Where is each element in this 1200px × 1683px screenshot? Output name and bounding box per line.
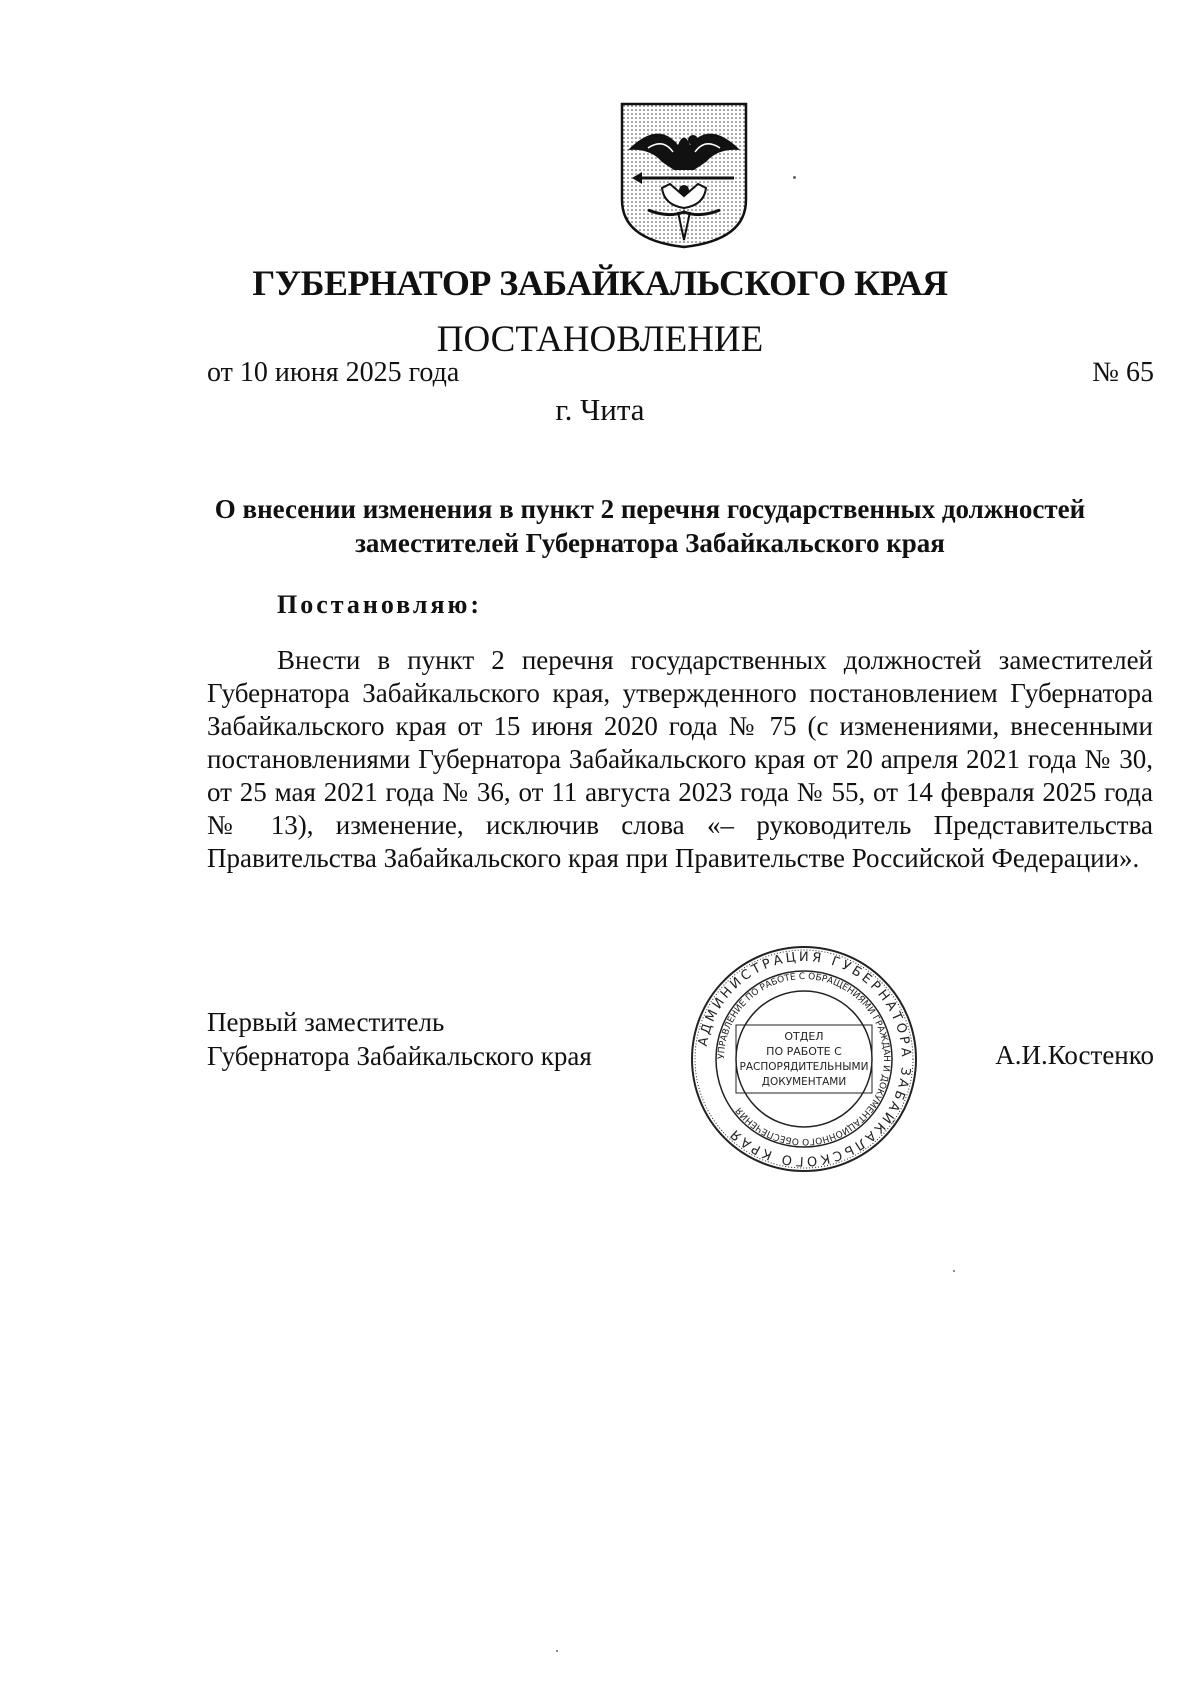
scan-speck — [793, 176, 796, 179]
signer-position-line: Губернатора Забайкальского края — [207, 1041, 592, 1071]
stamp-center-line: ДОКУМЕНТАМИ — [761, 1076, 847, 1088]
resolve-label: Постановляю: — [277, 590, 483, 619]
round-seal-icon — [688, 943, 920, 1175]
scan-speck — [953, 1270, 955, 1272]
stamp-outer-ring-text: АДМИНИСТРАЦИЯ ГУБЕРНАТОРА ЗАБАЙКАЛЬСКОГО КРАЯ — [695, 949, 914, 1169]
svg-text:УПРАВЛЕНИЕ ПО РАБОТЕ С ОБРАЩЕН — [717, 972, 891, 1146]
stamp-inner-ring-text: УПРАВЛЕНИЕ ПО РАБОТЕ С ОБРАЩЕНИЯМИ ГРАЖДАН И ДОКУМЕНТАЦИОННОГО ОБЕСПЕЧЕНИЯ — [716, 971, 892, 1147]
signer-position — [207, 1005, 592, 1073]
signer-name: А.И.Костенко — [995, 1040, 1154, 1070]
coat-of-arms-icon — [618, 100, 750, 250]
svg-text:АДМИНИСТРАЦИЯ ГУБЕРНАТОРА ЗАБА — [696, 950, 913, 1168]
document-subject — [150, 492, 1150, 560]
subject-line: О внесении изменения в пункт 2 перечня государственных должностей — [214, 494, 1086, 524]
scan-speck — [556, 1650, 558, 1652]
document-city: г. Чита — [555, 392, 645, 427]
body-paragraph: Внести в пункт 2 перечня государственных должностей заместителей Губернатора Забайкальского края, утвержденного постановлением Губернатора Забайкальского края от 15 июня 2020 года № 75 (с изменениями, внесенными постановлениями Губернатора Забайкальского края от 20 апреля 2021 года № 30, от 25 мая 2021 года № 36, от 11 августа 2023 года № 55, от 14 февраля 2025 года № 13), изменение, исключив слова «– руководитель Представительства Правительства Забайкальского края при Правительстве Российской Федерации». — [207, 645, 1153, 873]
document-date: от 10 июня 2025 года — [207, 357, 460, 388]
authority-title: ГУБЕРНАТОР ЗАБАЙКАЛЬСКОГО КРАЯ — [252, 263, 948, 303]
subject-line: заместителей Губернатора Забайкальского края — [355, 528, 945, 558]
document-type: ПОСТАНОВЛЕНИЕ — [436, 319, 764, 360]
document-number: № 65 — [1092, 357, 1154, 388]
stamp-center-line: ОТДЕЛ — [784, 1030, 824, 1043]
signer-position-line: Первый заместитель — [207, 1007, 445, 1037]
stamp-center-line: РАСПОРЯДИТЕЛЬНЫМИ — [739, 1061, 869, 1073]
stamp-center-line: ПО РАБОТЕ С — [766, 1045, 842, 1058]
